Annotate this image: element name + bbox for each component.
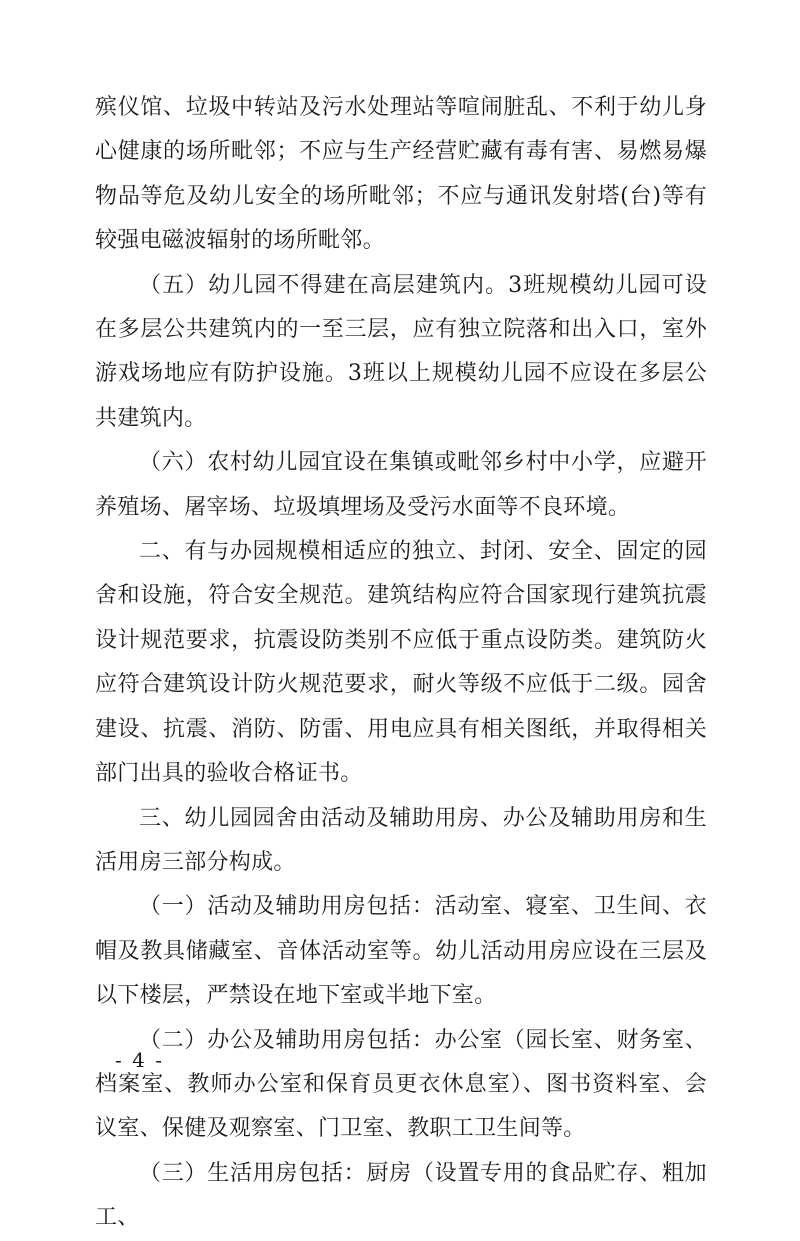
paragraph-8: （三）生活用房包括：厨房（设置专用的食品贮存、粗加工、 xyxy=(95,1160,707,1231)
paragraph-2: （五）幼儿园不得建在高层建筑内。3班规模幼儿园可设在多层公共建筑内的一至三层，应有独立院落和出入口，室外游戏场地应有防护设施。3班以上规模幼儿园不应设在多层公共建筑内。 xyxy=(95,272,707,431)
paragraph-5: 三、幼儿园园舍由活动及辅助用房、办公及辅助用房和生活用房三部分构成。 xyxy=(95,805,707,875)
body-text xyxy=(95,86,707,1241)
paragraph-6: （一）活动及辅助用房包括：活动室、寝室、卫生间、衣帽及教具储藏室、音体活动室等。幼儿活动用房应设在三层及以下楼层，严禁设在地下室或半地下室。 xyxy=(95,894,707,1009)
paragraph-1: 殡仪馆、垃圾中转站及污水处理站等喧闹脏乱、不利于幼儿身心健康的场所毗邻；不应与生产经营贮藏有毒有害、易燃易爆物品等危及幼儿安全的场所毗邻；不应与通讯发射塔(台)等有较强电磁波辐射的场所毗邻。 xyxy=(95,95,707,254)
paragraph-3: （六）农村幼儿园宜设在集镇或毗邻乡村中小学，应避开养殖场、屠宰场、垃圾填埋场及受污水面等不良环境。 xyxy=(95,450,707,520)
paragraph-7: （二）办公及辅助用房包括：办公室（园长室、财务室、档案室、教师办公室和保育员更衣休息室）、图书资料室、会议室、保健及观察室、门卫室、教职工卫生间等。 xyxy=(95,1027,707,1142)
page-number: - 4 - xyxy=(115,1048,164,1072)
paragraph-4: 二、有与办园规模相适应的独立、封闭、安全、固定的园舍和设施，符合安全规范。建筑结构应符合国家现行建筑抗震设计规范要求，抗震设防类别不应低于重点设防类。建筑防火应符合建筑设计防火规范要求，耐火等级不应低于二级。园舍建设、抗震、消防、防雷、用电应具有相关图纸，并取得相关部门出具的验收合格证书。 xyxy=(95,539,707,787)
